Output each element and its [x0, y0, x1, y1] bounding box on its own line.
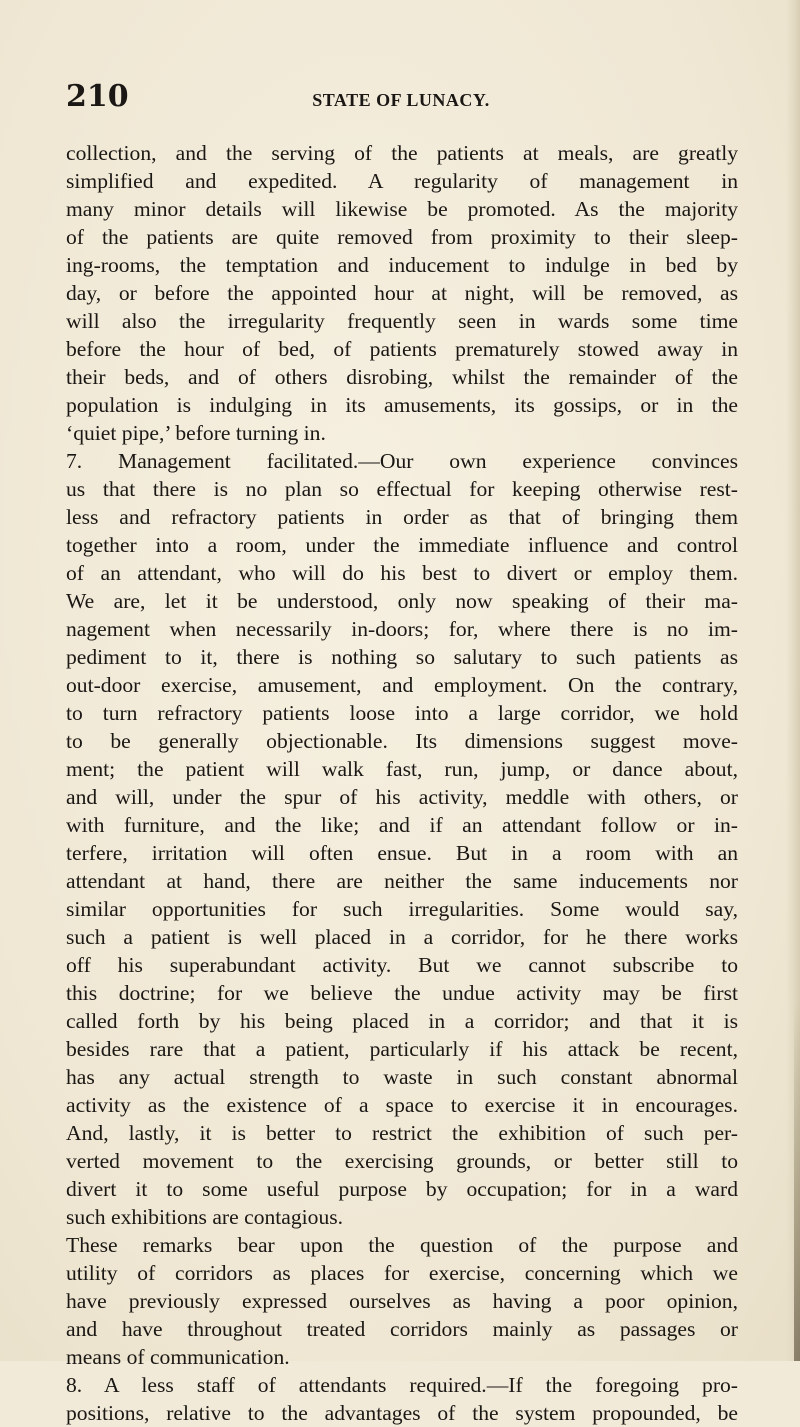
text-line: to be generally objectionable. Its dimensions suggest move-: [66, 729, 738, 753]
text-line: this doctrine; for we believe the undue activity may be first: [66, 981, 738, 1005]
text-line: We are, let it be understood, only now speaking of their ma-: [66, 589, 738, 613]
text-line: simplified and expedited. A regularity of management in: [66, 169, 738, 193]
text-line: verted movement to the exercising grounds, or better still to: [66, 1149, 738, 1173]
text-line: to turn refractory patients loose into a large corridor, we hold: [66, 701, 738, 725]
text-line: means of communication.: [66, 1345, 290, 1369]
text-line: of an attendant, who will do his best to divert or employ them.: [66, 561, 738, 585]
text-line: such a patient is well placed in a corridor, for he there works: [66, 925, 738, 949]
running-head: STATE OF LUNACY.: [312, 90, 490, 110]
text-line: off his superabundant activity. But we cannot subscribe to: [66, 953, 738, 977]
text-line: utility of corridors as places for exercise, concerning which we: [66, 1261, 738, 1285]
text-line: will also the irregularity frequently seen in wards some time: [66, 309, 738, 333]
body-text: [66, 139, 738, 1427]
text-line: activity as the existence of a space to exercise it in encourages.: [66, 1093, 738, 1117]
page-number: 210: [66, 79, 129, 114]
text-line: pediment to it, there is nothing so salutary to such patients as: [66, 645, 738, 669]
text-line: day, or before the appointed hour at night, will be removed, as: [66, 281, 738, 305]
text-line: And, lastly, it is better to restrict the exhibition of such per-: [66, 1121, 738, 1145]
text-line: similar opportunities for such irregularities. Some would say,: [66, 897, 738, 921]
page-header: [66, 80, 736, 120]
text-line: us that there is no plan so effectual for keeping otherwise rest-: [66, 477, 738, 501]
text-line: ment; the patient will walk fast, run, jump, or dance about,: [66, 757, 738, 781]
text-line: have previously expressed ourselves as having a poor opinion,: [66, 1289, 738, 1313]
text-line: with furniture, and the like; and if an attendant follow or in-: [66, 813, 738, 837]
text-line: called forth by his being placed in a corridor; and that it is: [66, 1009, 738, 1033]
text-line: divert it to some useful purpose by occupation; for in a ward: [66, 1177, 738, 1201]
text-line: before the hour of bed, of patients prematurely stowed away in: [66, 337, 738, 361]
text-line: besides rare that a patient, particularly if his attack be recent,: [66, 1037, 738, 1061]
text-line: their beds, and of others disrobing, whilst the remainder of the: [66, 365, 738, 389]
text-line: collection, and the serving of the patients at meals, are greatly: [66, 141, 738, 165]
page-edge-binding: [794, 1000, 800, 1361]
text-line: 7. Management facilitated.—Our own experience convinces: [66, 449, 738, 473]
text-line: These remarks bear upon the question of the purpose and: [66, 1233, 738, 1257]
text-line: positions, relative to the advantages of the system propounded, be: [66, 1401, 738, 1425]
text-line: of the patients are quite removed from proximity to their sleep-: [66, 225, 738, 249]
text-line: together into a room, under the immediate influence and control: [66, 533, 738, 557]
text-line: 8. A less staff of attendants required.—If the foregoing pro-: [66, 1373, 738, 1397]
text-line: such exhibitions are contagious.: [66, 1205, 344, 1229]
text-line: nagement when necessarily in-doors; for, where there is no im-: [66, 617, 738, 641]
text-line: out-door exercise, amusement, and employment. On the contrary,: [66, 673, 738, 697]
text-line: attendant at hand, there are neither the same inducements nor: [66, 869, 738, 893]
text-line: ing-rooms, the temptation and inducement to indulge in bed by: [66, 253, 738, 277]
text-line: and have throughout treated corridors mainly as passages or: [66, 1317, 738, 1341]
text-line: many minor details will likewise be promoted. As the majority: [66, 197, 738, 221]
text-line: population is indulging in its amusements, its gossips, or in the: [66, 393, 738, 417]
text-line: has any actual strength to waste in such constant abnormal: [66, 1065, 738, 1089]
text-line: terfere, irritation will often ensue. But in a room with an: [66, 841, 738, 865]
text-line: and will, under the spur of his activity, meddle with others, or: [66, 785, 738, 809]
text-line: ‘quiet pipe,’ before turning in.: [66, 421, 326, 445]
text-line: less and refractory patients in order as that of bringing them: [66, 505, 738, 529]
